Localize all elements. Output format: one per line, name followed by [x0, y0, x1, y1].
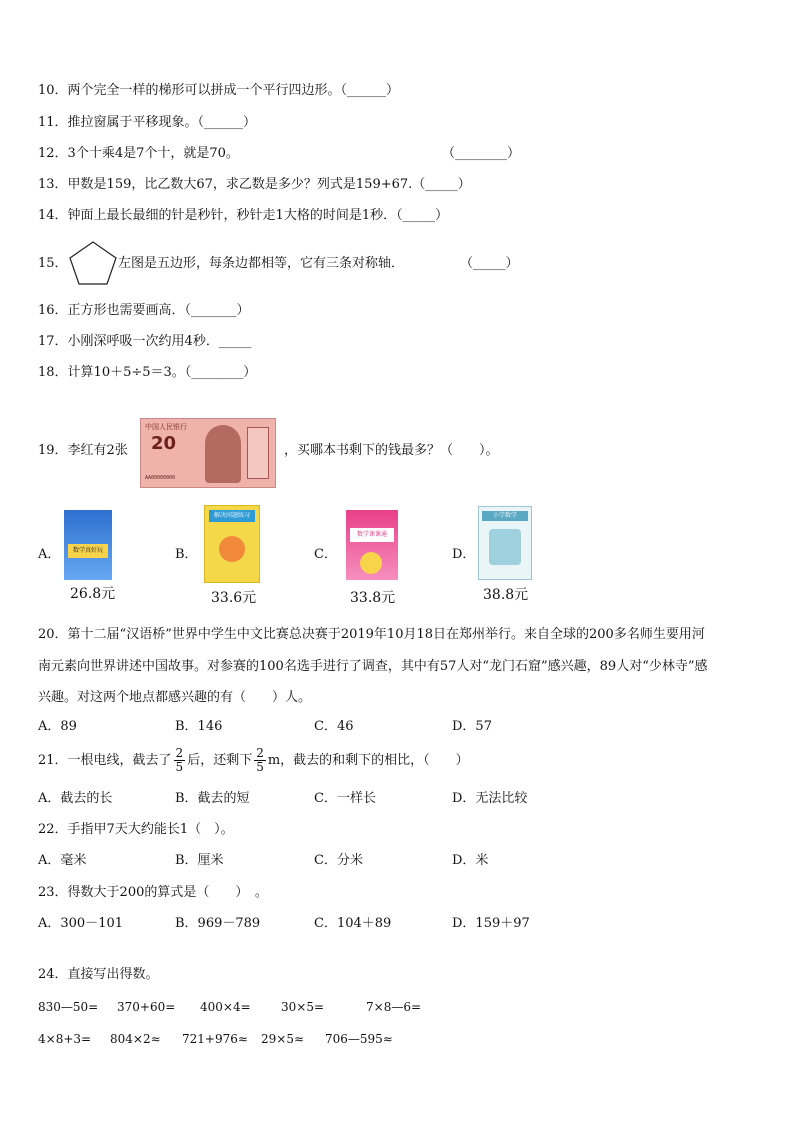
book-b-image[interactable]	[204, 505, 260, 583]
fraction-2-denominator: 5	[256, 760, 264, 774]
question-10: 10．两个完全一样的梯形可以拼成一个平行四边形。（______）	[38, 83, 400, 98]
book-d-title: 小学数学	[482, 511, 528, 521]
book-d-image[interactable]	[478, 506, 532, 580]
question-21	[38, 746, 469, 776]
q19-price-a: 26.8元	[70, 586, 116, 602]
question-18: 18．计算10＋5÷5＝3。（________）	[38, 365, 257, 380]
fraction-1-numerator: 2	[175, 746, 184, 760]
portrait	[205, 425, 241, 483]
question-24: 24．直接写出得数。	[38, 967, 159, 982]
q21-option-a[interactable]: A．截去的长	[38, 791, 113, 806]
q22-option-d[interactable]: D．米	[452, 853, 489, 868]
q20-option-a[interactable]: A．89	[38, 719, 77, 734]
book-c-title: 数学课课通	[350, 528, 394, 542]
calc-1-4: 30×5=	[281, 1000, 325, 1014]
q22-option-b[interactable]: B．厘米	[175, 853, 224, 868]
question-19-end: ，买哪本书剩下的钱最多？（ ）。	[284, 443, 499, 458]
pentagon-figure	[68, 240, 118, 286]
q19-option-a-letter[interactable]: A．	[38, 547, 61, 562]
q19-option-b-letter[interactable]: B．	[175, 547, 198, 562]
q19-price-d: 38.8元	[483, 587, 529, 603]
question-19-start: 19．李红有2张	[38, 443, 128, 458]
question-13: 13．甲数是159，比乙数大67，求乙数是多少？列式是159+67.（_____）	[38, 177, 471, 192]
q23-option-b[interactable]: B．969－789	[175, 916, 261, 931]
fraction-two-fifths-2	[254, 747, 266, 774]
calc-1-3: 400×4=	[200, 1000, 251, 1014]
q20-option-d[interactable]: D．57	[452, 719, 492, 734]
question-15-blank[interactable]: （_____）	[460, 256, 519, 271]
q20-option-c[interactable]: C．46	[314, 719, 354, 734]
calc-2-5: 706—595≈	[325, 1032, 393, 1046]
fraction-two-fifths-1	[174, 747, 186, 774]
book-c-image[interactable]	[346, 510, 398, 580]
banknote-image	[140, 418, 276, 488]
question-17: 17．小刚深呼吸一次约用4秒．_____	[38, 334, 252, 349]
question-15-text: 左图是五边形，每条边都相等，它有三条对称轴．	[118, 256, 405, 271]
q21-option-b[interactable]: B．截去的短	[175, 791, 250, 806]
question-11: 11．推拉窗属于平移现象。（______）	[38, 115, 257, 130]
question-20-line-3: 兴趣。对这两个地点都感兴趣的有（ ）人。	[38, 690, 312, 705]
q21-option-d[interactable]: D．无法比较	[452, 791, 528, 806]
question-14: 14．钟面上最长最细的针是秒针，秒针走1大格的时间是1秒．（_____）	[38, 208, 449, 223]
calc-1-5: 7×8—6=	[366, 1000, 422, 1014]
calc-1-1: 830—50=	[38, 1000, 99, 1014]
q23-option-d[interactable]: D．159＋97	[452, 916, 530, 931]
q23-option-a[interactable]: A．300－101	[38, 916, 124, 931]
book-a-image[interactable]	[64, 510, 112, 580]
q20-option-b[interactable]: B．146	[175, 719, 223, 734]
q19-price-c: 33.8元	[350, 590, 396, 606]
book-a-title: 数学真好玩	[68, 544, 108, 558]
question-22: 22．手指甲7天大约能长1（ ）。	[38, 822, 234, 837]
question-12: 12．3个十乘4是7个十，就是70。	[38, 146, 239, 161]
q21-option-c[interactable]: C．一样长	[314, 791, 376, 806]
question-15-number: 15．	[38, 256, 68, 271]
banknote-bank: 中国人民银行	[145, 423, 187, 431]
fraction-1-denominator: 5	[175, 760, 184, 774]
q22-option-c[interactable]: C．分米	[314, 853, 363, 868]
question-21-part-3: m，截去的和剩下的相比，（ ）	[267, 753, 469, 768]
q19-option-d-letter[interactable]: D．	[452, 547, 476, 562]
calc-2-4: 29×5≈	[261, 1032, 305, 1046]
q19-price-b: 33.6元	[211, 590, 257, 606]
question-20-line-2: 南元素向世界讲述中国故事。对参赛的100名选手进行了调查，其中有57人对“龙门石窟”感兴趣，89人对“少林寺”感	[38, 659, 708, 674]
question-21-part-1: 21．一根电线，截去了	[38, 753, 172, 768]
calc-2-2: 804×2≈	[110, 1032, 161, 1046]
calc-2-1: 4×8+3=	[38, 1032, 92, 1046]
book-b-title: 解决问题练习	[209, 510, 255, 522]
q23-option-c[interactable]: C．104＋89	[314, 916, 392, 931]
question-21-part-2: 后，还剩下	[187, 753, 253, 768]
q19-option-c-letter[interactable]: C．	[314, 547, 337, 562]
question-20-line-1: 20．第十二届“汉语桥”世界中学生中文比赛总决赛于2019年10月18日在郑州举行。来自全球的200多名师生要用河	[38, 627, 705, 642]
banknote-value: 20	[151, 433, 177, 454]
question-16: 16．正方形也需要画高．（_______）	[38, 303, 250, 318]
calc-2-3: 721+976≈	[182, 1032, 248, 1046]
fraction-2-numerator: 2	[256, 746, 264, 760]
banknote-serial: AA00000000	[145, 475, 176, 481]
calc-1-2: 370+60=	[117, 1000, 176, 1014]
question-23: 23．得数大于200的算式是（ ） 。	[38, 885, 268, 900]
q22-option-a[interactable]: A．毫米	[38, 853, 87, 868]
question-12-blank[interactable]: （________）	[442, 146, 521, 161]
